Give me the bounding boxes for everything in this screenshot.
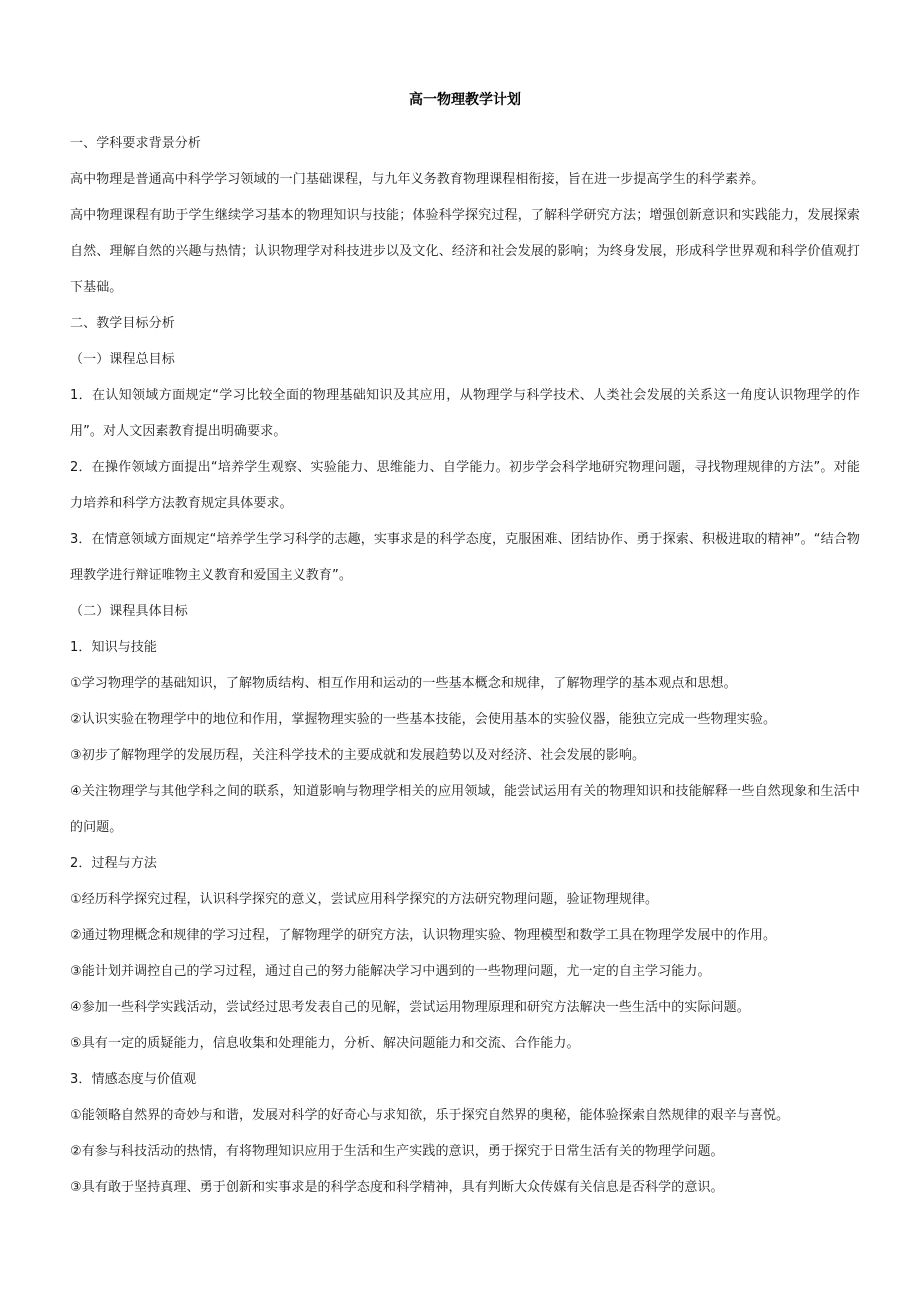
subsection-heading: （一）课程总目标 xyxy=(70,352,175,367)
subsection-heading: （二）课程具体目标 xyxy=(70,604,188,619)
item-heading: 3．情感态度与价值观 xyxy=(70,1072,197,1087)
document-body xyxy=(70,126,860,1206)
list-item: 1．在认知领域方面规定“学习比较全面的物理基础知识及其应用，从物理学与科学技术、人类社会发展的关系这一角度认识物理学的作用”。对人文因素教育提出明确要求。 xyxy=(70,388,860,439)
list-item: ①学习物理学的基础知识，了解物质结构、相互作用和运动的一些基本概念和规律，了解物理学的基本观点和思想。 xyxy=(70,676,737,691)
list-item: ②有参与科技活动的热情，有将物理知识应用于生活和生产实践的意识，勇于探究于日常生活有关的物理学问题。 xyxy=(70,1144,724,1159)
body-paragraph: 高中物理课程有助于学生继续学习基本的物理知识与技能；体验科学探究过程，了解科学研究方法；增强创新意识和实践能力，发展探索自然、理解自然的兴趣与热情；认识物理学对科技进步以及文化、经济和社会发展的影响；为终身发展，形成科学世界观和科学价值观打下基础。 xyxy=(70,208,860,295)
section-heading-1: 一、学科要求背景分析 xyxy=(70,136,202,151)
section-heading-2: 二、教学目标分析 xyxy=(70,316,175,331)
list-item: ③具有敢于坚持真理、勇于创新和实事求是的科学态度和科学精神，具有判断大众传媒有关信息是否科学的意识。 xyxy=(70,1180,724,1195)
document-title: 高一物理教学计划 xyxy=(409,92,521,108)
list-item: ①经历科学探究过程，认识科学探究的意义，尝试应用科学探究的方法研究物理问题，验证物理规律。 xyxy=(70,892,659,907)
list-item: ③初步了解物理学的发展历程，关注科学技术的主要成就和发展趋势以及对经济、社会发展的影响。 xyxy=(70,748,646,763)
list-item: ③能计划并调控自己的学习过程，通过自己的努力能解决学习中遇到的一些物理问题，尤一定的自主学习能力。 xyxy=(70,964,711,979)
list-item: ②认识实验在物理学中的地位和作用，掌握物理实验的一些基本技能，会使用基本的实验仪器，能独立完成一些物理实验。 xyxy=(70,712,777,727)
list-item: 3．在情意领域方面规定“培养学生学习科学的志趣，实事求是的科学态度，克服困难、团结协作、勇于探索、积极进取的精神”。“结合物理教学进行辩证唯物主义教育和爱国主义教育”。 xyxy=(70,532,860,583)
list-item: ②通过物理概念和规律的学习过程，了解物理学的研究方法，认识物理实验、物理模型和数学工具在物理学发展中的作用。 xyxy=(70,928,777,943)
body-paragraph: 高中物理是普通高中科学学习领域的一门基础课程，与九年义务教育物理课程相衔接，旨在进一步提高学生的科学素养。 xyxy=(70,172,765,187)
item-heading: 1．知识与技能 xyxy=(70,640,157,655)
list-item: 2．在操作领域方面提出“培养学生观察、实验能力、思维能力、自学能力。初步学会科学地研究物理问题，寻找物理规律的方法”。对能力培养和科学方法教育规定具体要求。 xyxy=(70,460,860,511)
list-item: ①能领略自然界的奇妙与和谐，发展对科学的好奇心与求知欲，乐于探究自然界的奥秘，能体验探索自然规律的艰辛与喜悦。 xyxy=(70,1108,790,1123)
item-heading: 2．过程与方法 xyxy=(70,856,157,871)
list-item: ④参加一些科学实践活动，尝试经过思考发表自己的见解，尝试运用物理原理和研究方法解决一些生活中的实际问题。 xyxy=(70,1000,750,1015)
document-page xyxy=(70,90,860,1206)
list-item: ④关注物理学与其他学科之间的联系，知道影响与物理学相关的应用领域，能尝试运用有关的物理知识和技能解释一些自然现象和生活中的问题。 xyxy=(70,784,860,835)
list-item: ⑤具有一定的质疑能力，信息收集和处理能力，分析、解决问题能力和交流、合作能力。 xyxy=(70,1036,580,1051)
